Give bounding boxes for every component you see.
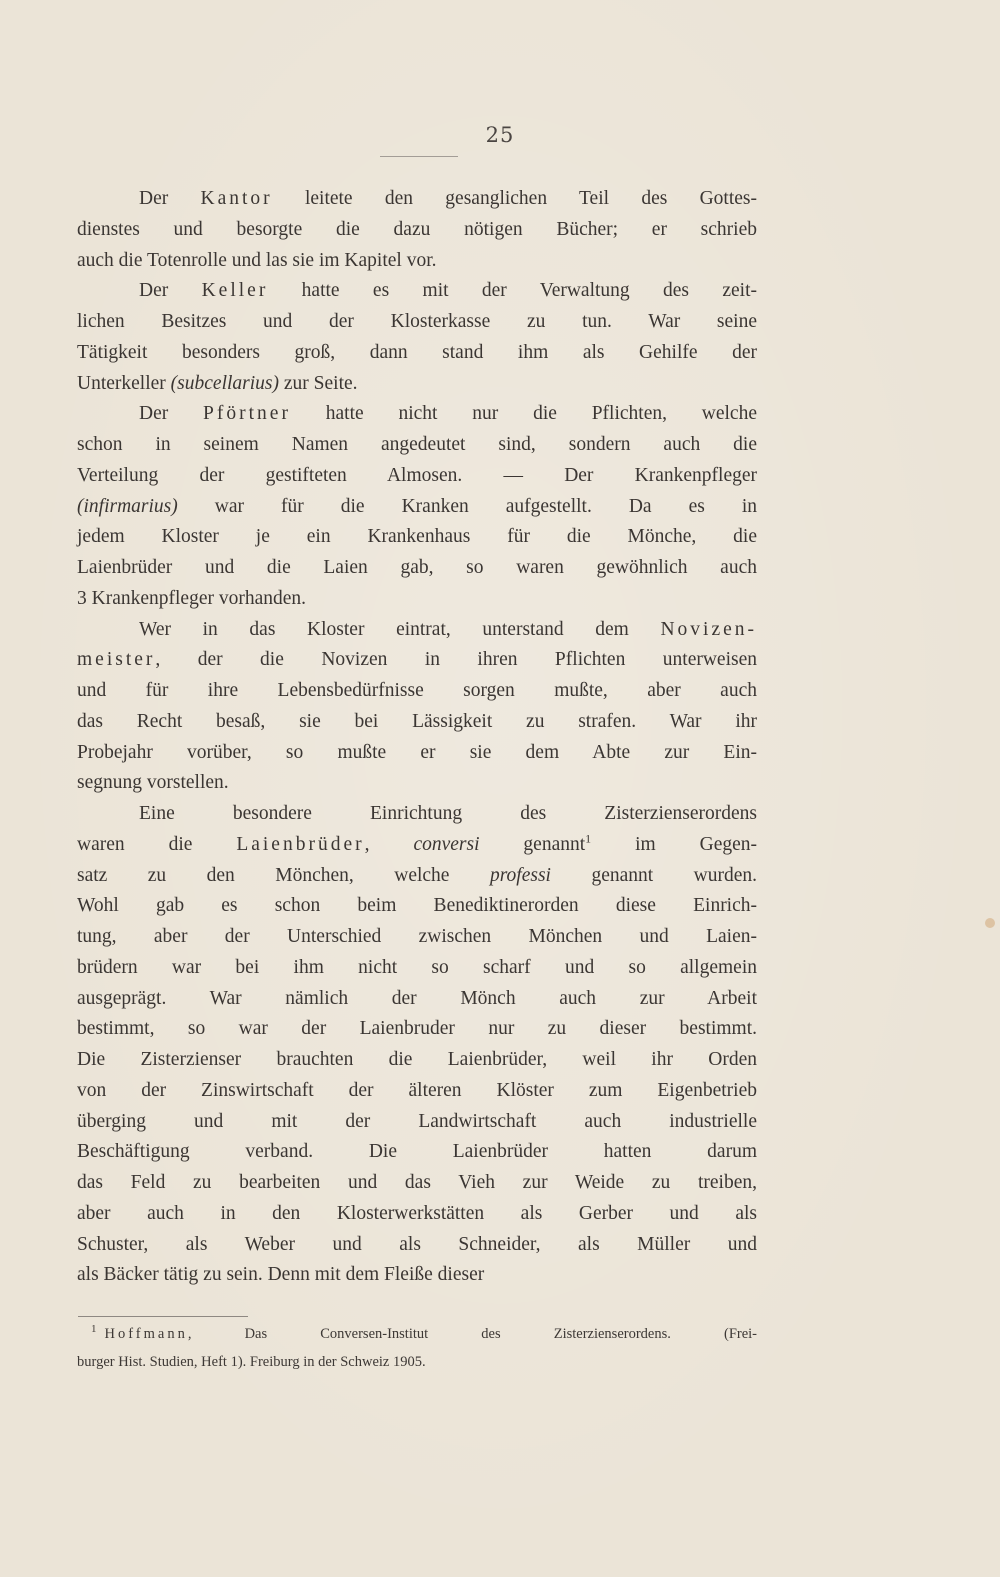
- header-rule: [380, 156, 458, 157]
- text-line: [77, 615, 757, 646]
- text-run: Novizen-: [660, 618, 757, 640]
- paragraph: [77, 184, 757, 276]
- text-line: [77, 522, 757, 553]
- text-run: Beschäftigung verband. Die Laienbrüder hatten darum: [77, 1141, 757, 1163]
- text-line: [77, 707, 757, 738]
- text-line: [77, 307, 757, 338]
- text-run: aber auch in den Klosterwerkstätten als Gerber und als: [77, 1202, 757, 1224]
- text-run: Pförtner: [203, 403, 291, 425]
- text-run: professi: [489, 864, 551, 886]
- text-run: überging und mit der Landwirtschaft auch industrielle: [77, 1110, 757, 1132]
- text-run: bestimmt, so war der Laienbruder nur zu dieser bestimmt.: [77, 1018, 757, 1040]
- text-run: und für ihre Lebensbedürfnisse sorgen mußte, aber auch: [77, 680, 757, 701]
- text-run: Probejahr vorüber, so mußte er sie dem Abte zur Ein-: [77, 741, 757, 763]
- text-run: Laienbrüder und die Laien gab, so waren gewöhnlich auch: [77, 557, 757, 578]
- body-text: [77, 184, 757, 1291]
- text-run: satz zu den Mönchen, welche: [77, 864, 490, 886]
- text-run: Eine besondere Einrichtung des Zisterzienserordens: [139, 803, 757, 824]
- text-run: meister: [77, 649, 156, 671]
- text-run: auch die Totenrolle und las sie im Kapitel vor.: [77, 249, 437, 271]
- text-run: Der: [139, 403, 204, 425]
- text-run: ausgeprägt. War nämlich der Mönch auch zur Arbeit: [77, 987, 757, 1009]
- text-run: Hoffmann: [104, 1326, 188, 1342]
- text-line: [77, 276, 757, 307]
- text-line: [77, 1014, 757, 1045]
- paper-stain: [985, 918, 995, 928]
- text-run: , der die Novizen in ihren Pflichten unterweisen: [155, 649, 757, 671]
- text-run: jedem Kloster je ein Krankenhaus für die Mönche, die: [77, 526, 757, 548]
- text-run: burger Hist. Studien, Heft 1). Freiburg in der Schweiz 1905.: [77, 1354, 426, 1370]
- text-run: leitete den gesanglichen Teil des Gottes-: [272, 188, 758, 209]
- text-run: dienstes und besorgte die dazu nötigen Bücher; er schrieb: [77, 218, 757, 240]
- text-run: brüdern war bei ihm nicht so scharf und so allgemein: [77, 956, 757, 978]
- text-run: Unterkeller: [77, 372, 171, 394]
- text-line: [77, 1260, 757, 1291]
- text-run: genannt: [479, 833, 586, 855]
- text-line: [77, 1045, 757, 1076]
- text-line: [77, 861, 757, 892]
- text-run: hatte es mit der Verwaltung des zeit-: [268, 280, 758, 302]
- text-line: [77, 492, 757, 523]
- text-run: schon in seinem Namen angedeutet sind, sondern auch die: [77, 434, 757, 455]
- page-number: 25: [485, 123, 515, 147]
- text-line: [77, 584, 757, 615]
- footnote-line: [77, 1320, 757, 1348]
- text-run: Wohl gab es schon beim Benediktinerorden diese Einrich-: [77, 895, 757, 917]
- footnote-reference: 1: [585, 831, 592, 846]
- text-run: war für die Kranken aufgestellt. Da es in: [177, 495, 757, 517]
- text-line: [77, 215, 757, 246]
- text-line: [77, 1168, 757, 1199]
- text-run: im Gegen-: [591, 833, 758, 855]
- text-line: [77, 984, 757, 1015]
- text-run: von der Zinswirtschaft der älteren Klöster zum Eigenbetrieb: [77, 1079, 757, 1101]
- text-run: , Das Conversen-Institut des Zisterzienserordens. (Frei-: [187, 1326, 757, 1342]
- text-line: [77, 830, 757, 861]
- footnote-line: [77, 1348, 757, 1376]
- text-line: [77, 768, 757, 799]
- text-line: [77, 1107, 757, 1138]
- footnote-rule: [78, 1316, 248, 1317]
- text-run: Schuster, als Weber und als Schneider, als Müller und: [77, 1233, 757, 1255]
- text-line: [77, 369, 757, 400]
- text-run: (infirmarius): [77, 495, 178, 517]
- text-line: [77, 799, 757, 830]
- text-run: lichen Besitzes und der Klosterkasse zu tun. War seine: [77, 311, 757, 332]
- paragraph: [77, 399, 757, 614]
- text-run: segnung vorstellen.: [77, 772, 229, 794]
- text-run: als Bäcker tätig zu sein. Denn mit dem Fleiße dieser: [77, 1264, 485, 1286]
- text-line: [77, 676, 757, 707]
- text-run: (subcellarius): [170, 372, 279, 394]
- text-line: [77, 891, 757, 922]
- paragraph: [77, 615, 757, 800]
- text-line: [77, 645, 757, 676]
- text-run: Keller: [201, 280, 269, 302]
- text-run: tung, aber der Unterschied zwischen Mönchen und Laien-: [77, 926, 757, 947]
- text-run: Tätigkeit besonders groß, dann stand ihm als Gehilfe der: [77, 341, 757, 363]
- text-line: [77, 184, 757, 215]
- text-line: [77, 922, 757, 953]
- text-line: [77, 1230, 757, 1261]
- text-run: Verteilung der gestifteten Almosen. — Der Krankenpfleger: [77, 464, 757, 486]
- text-run: genannt wurden.: [550, 864, 757, 886]
- text-run: Wer in das Kloster eintrat, unterstand dem: [139, 618, 661, 640]
- text-run: Der: [139, 188, 201, 209]
- text-run: das Recht besaß, sie bei Lässigkeit zu strafen. War ihr: [77, 710, 757, 732]
- text-line: [77, 430, 757, 461]
- text-run: hatte nicht nur die Pflichten, welche: [290, 403, 757, 425]
- paragraph: [77, 276, 757, 399]
- text-run: ,: [364, 833, 414, 855]
- text-line: [77, 953, 757, 984]
- text-run: 3 Krankenpfleger vorhanden.: [77, 587, 307, 609]
- text-run: Die Zisterzienser brauchten die Laienbrüder, weil ihr Orden: [77, 1049, 757, 1070]
- text-run: Laienbrüder: [236, 833, 365, 855]
- text-run: Der: [139, 280, 202, 302]
- text-run: waren die: [77, 833, 237, 855]
- text-run: zur Seite.: [279, 372, 358, 394]
- footnote-marker: 1: [91, 1323, 97, 1336]
- text-line: [77, 399, 757, 430]
- text-line: [77, 553, 757, 584]
- footnote: [77, 1320, 757, 1376]
- text-line: [77, 338, 757, 369]
- text-run: das Feld zu bearbeiten und das Vieh zur Weide zu treiben,: [77, 1172, 757, 1193]
- text-line: [77, 1076, 757, 1107]
- text-run: conversi: [413, 833, 480, 855]
- text-line: [77, 1199, 757, 1230]
- text-line: [77, 738, 757, 769]
- paragraph: [77, 799, 757, 1291]
- text-line: [77, 246, 757, 277]
- text-run: Kantor: [200, 188, 273, 209]
- text-line: [77, 461, 757, 492]
- text-line: [77, 1137, 757, 1168]
